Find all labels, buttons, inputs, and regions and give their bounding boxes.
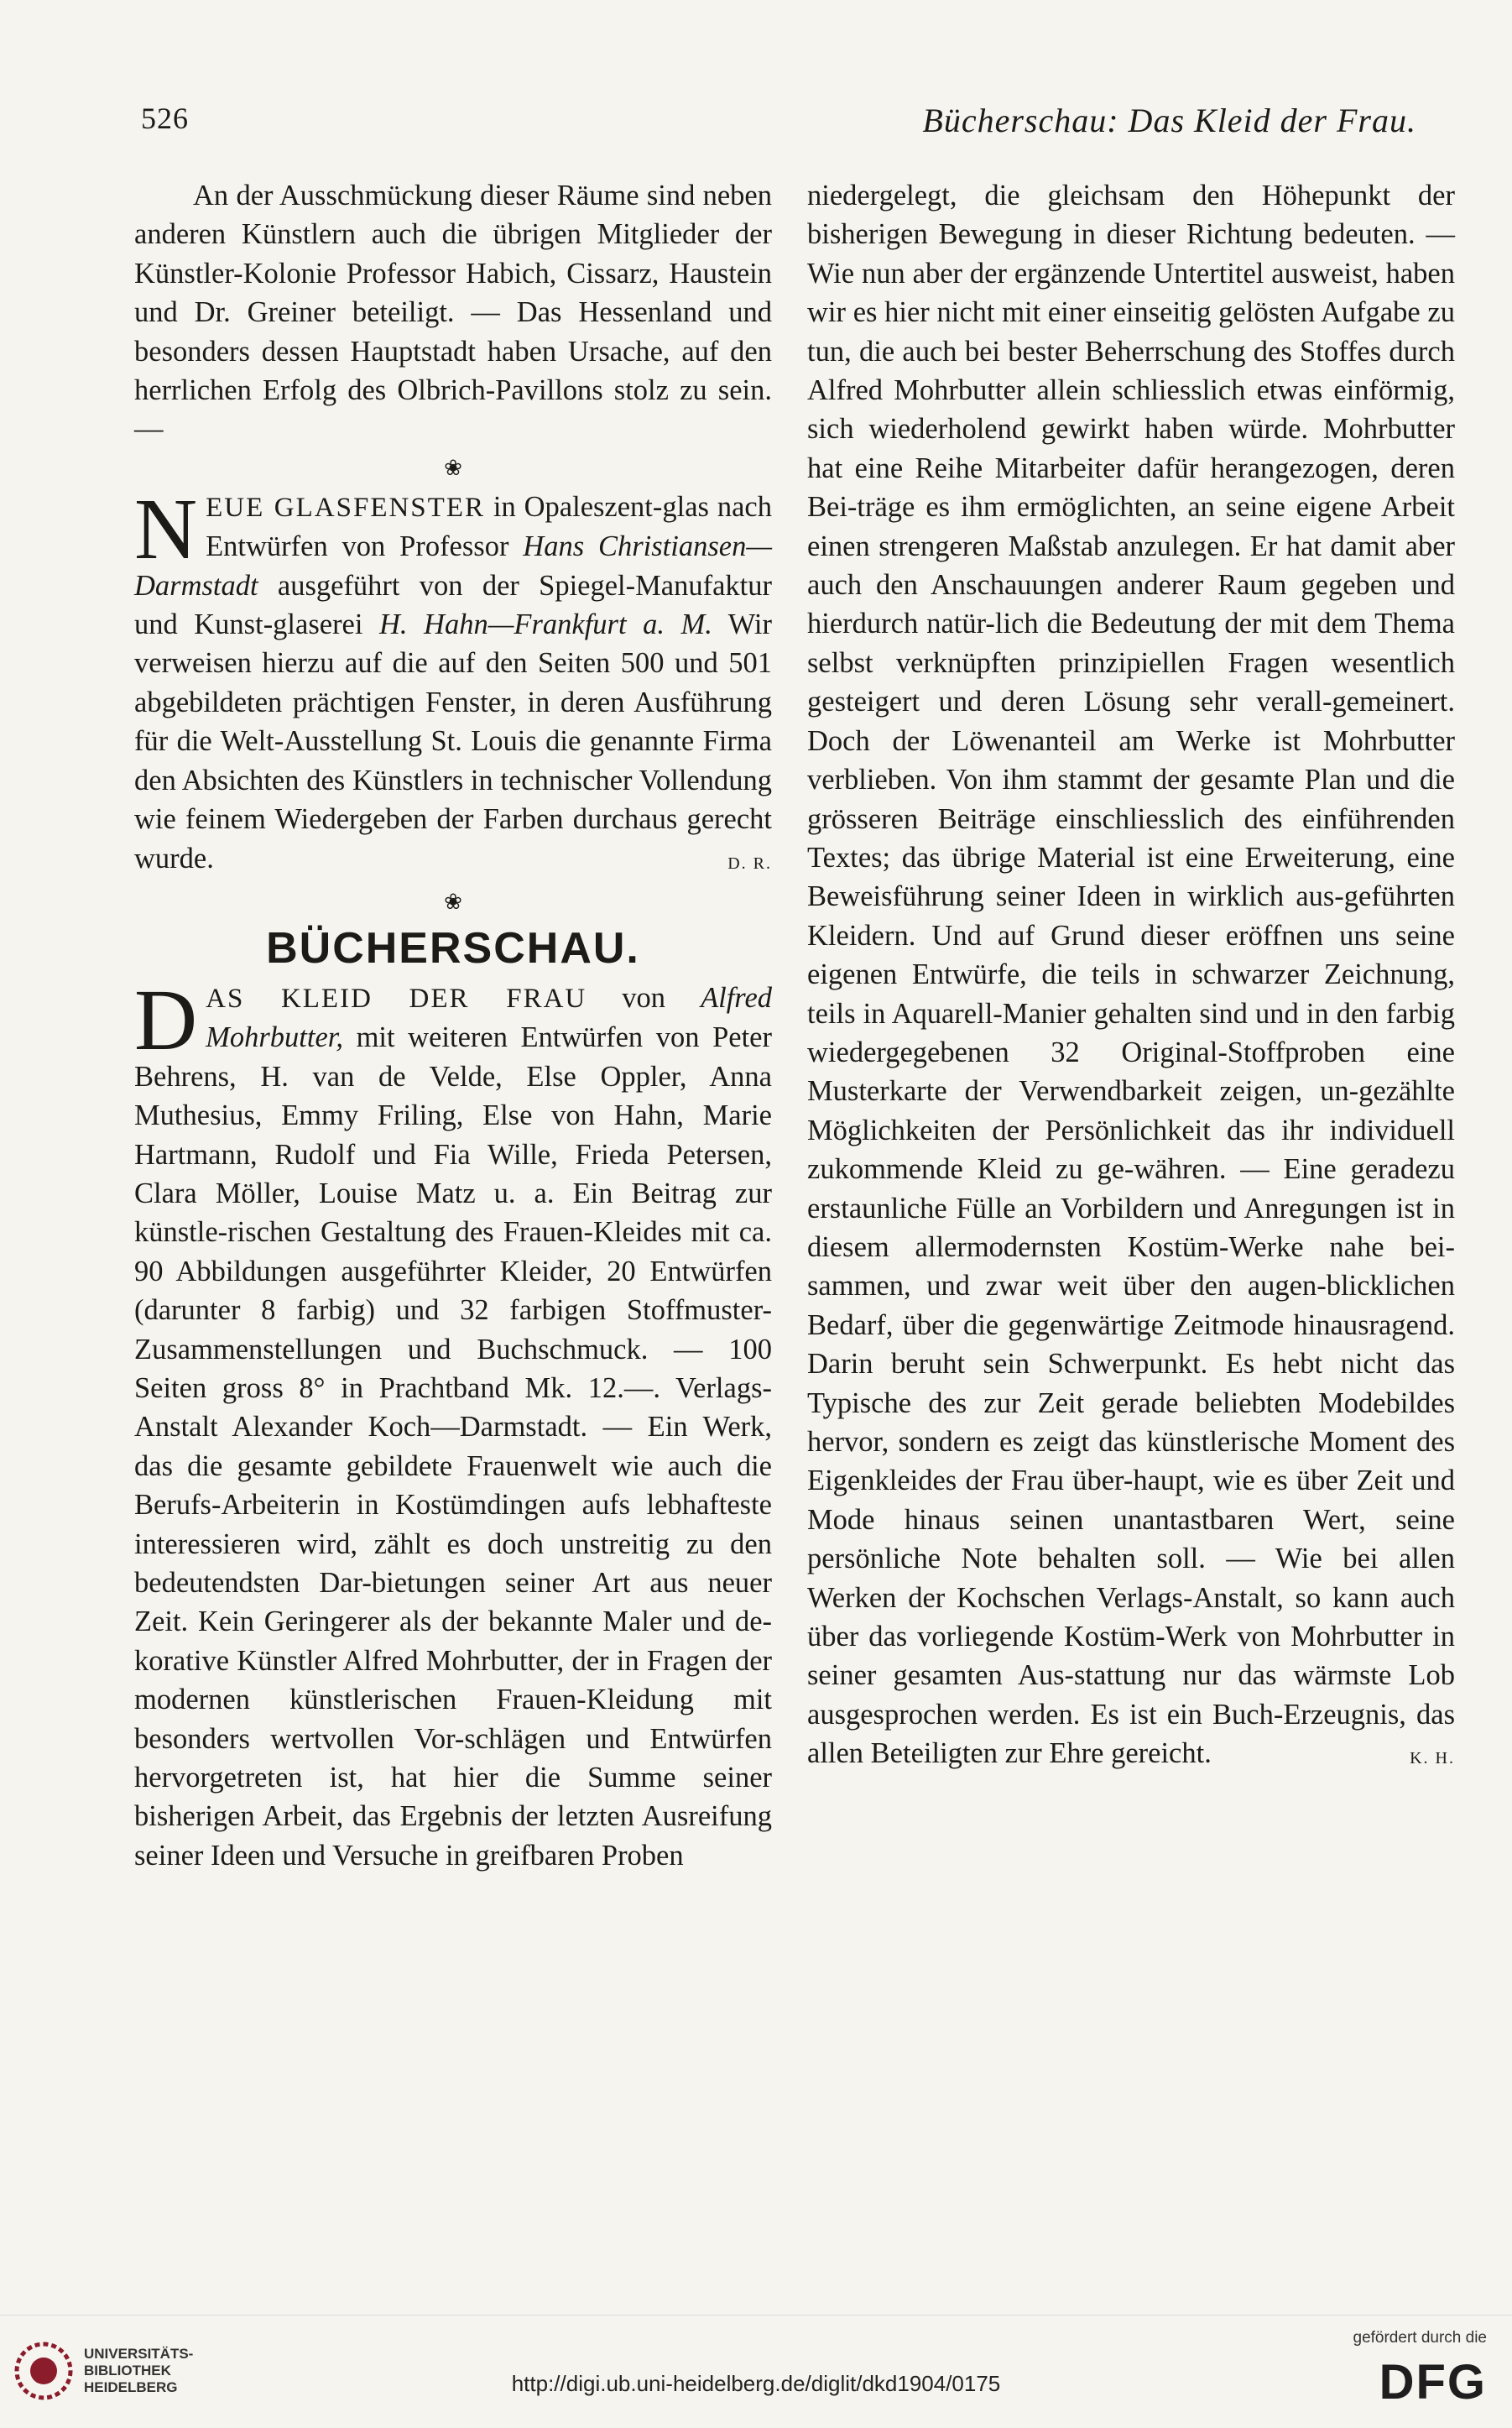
footer-bar bbox=[0, 2315, 1512, 2428]
dfg-logo: DFG bbox=[1379, 2355, 1487, 2410]
right-column bbox=[807, 176, 1455, 1778]
text-span: niedergelegt, die gleichsam den Höhepunkt der bisherigen Bewegung in dieser Richtung bedeuten. — Wie nun aber der ergänzende Untertitel ausweist, haben wir es hier nicht mit einer einseitig gelösten Aufgabe zu tun, die auch bei bester Beherrschung des Stoffes durch Alfred Mohrbutter allein schliesslich etwas einförmig, sich wiederholend gewirkt haben würde. Mohrbutter hat eine Reihe Mitarbeiter dafür herangezogen, deren Bei-träge es ihm ermöglichten, an seine eigene Arbeit einen strengeren Maßstab anzulegen. Er hat damit aber auch den Anschauungen anderer Raum gegeben und hierdurch natür-lich die Bedeutung der mit dem Thema selbst verknüpften prinzipiellen Fragen wesentlich gesteigert und deren Lösung sehr verall-gemeinert. Doch der Löwenanteil am Werke ist Mohrbutter verblieben. Von ihm stammt der gesamte Plan und die grösseren Beiträge einschliesslich des einführenden Textes; das übrige Material ist eine Erweiterung, eine Beweisführung seiner Ideen in wirklich aus-geführten Kleidern. Und auf Grund dieser eröffnen uns seine eigenen Entwürfe, die teils in schwarzer Zeichnung, teils in Aquarell-Manier gehalten sind und in den farbig wiedergegebenen 32 Original-Stoffproben eine Musterkarte der Verwendbarkeit zeigen, un-gezählte Möglichkeiten der Persönlichkeit das ihr individuell zukommende Kleid zu ge-währen. — Eine geradezu erstaunliche Fülle an Vorbildern und Anregungen ist in diesem allermodernsten Kostüm-Werke nahe bei-sammen, und zwar weit über den augen-blicklichen Bedarf, über die gegenwärtige Zeitmode hinausragend. Darin beruht sein Schwerpunkt. Es hebt nicht das Typische des zur Zeit gerade beliebten Modebildes hervor, sondern es zeigt das künstlerische Moment des Eigenkleides der Frau über-haupt, wie es über Zeit und Mode hinaus seinen unantastbaren Wert, seine persönliche Note behalten soll. — Wie bei allen Werken der Kochschen Verlags-Anstalt, so kann auch über das vorliegende Kostüm-Werk von Mohrbutter in seiner gesamten Aus-stattung nur das wärmste Lob ausgesprochen werden. Es ist ein Buch-Erzeugnis, das allen Beteiligten zur Ehre gereicht. bbox=[807, 180, 1455, 1770]
page-number: 526 bbox=[141, 102, 189, 135]
text-span: von bbox=[587, 981, 701, 1014]
signature-kh: K. H. bbox=[1410, 1749, 1455, 1768]
signature-dr: D. R. bbox=[727, 854, 772, 873]
section-title: BÜCHERSCHAU. bbox=[266, 923, 640, 973]
paragraph-glasfenster bbox=[134, 480, 773, 878]
text-span: ausgeführt von der Spiegel-Manufaktur und Kunst-glaserei bbox=[134, 569, 772, 641]
ornament-icon: ❀ bbox=[444, 889, 462, 914]
book-title: AS KLEID DER FRAU bbox=[206, 983, 587, 1014]
running-title: Bücherschau: Das Kleid der Frau. bbox=[922, 102, 1416, 139]
italic-author: Alfred Mohrbutter, bbox=[206, 981, 773, 1054]
paragraph-kleid-der-frau bbox=[134, 971, 773, 1875]
italic-designer: Hans Christiansen—Darmstadt bbox=[134, 530, 773, 602]
institution-name: UNIVERSITÄTS- BIBLIOTHEK HEIDELBERG bbox=[84, 2346, 194, 2395]
left-column bbox=[134, 176, 772, 1875]
text-span: in Opaleszent-glas nach Entwürfen von Professor bbox=[206, 490, 772, 563]
dropcap-d: D bbox=[134, 971, 198, 1068]
funding-note: gefördert durch die bbox=[1353, 2329, 1487, 2347]
ornament-icon: ❀ bbox=[444, 455, 462, 480]
text-span: mit weiteren Entwürfen von Peter Behrens, H. van de Velde, Else Oppler, Anna Muthesius, Emmy Friling, Else von Hahn, Marie Hartmann, Rudolf und Fia Wille, Frieda Petersen, Clara Möller, Louise Matz u. a. Ein Beitrag zur künstle-rischen Gestaltung des Frauen-Kleides mit ca. 90 Abbildungen ausgeführter Kleider, 20 Entwürfen (darunter 8 farbig) und 32 farbigen Stoffmuster-Zusammenstellungen und Buchschmuck. — 100 Seiten gross 8° in Prachtband Mk. 12.—. Verlags-Anstalt Alexander Koch—Darmstadt. — Ein Werk, das die gesamte gebildete Frauenwelt wie auch die Berufs-Arbeiterin in Kostümdingen aufs lebhafteste interessieren wird, zählt es doch unstreitig zu den bedeutendsten Dar-bietungen seiner Art aus neuer Zeit. Kein Geringerer als der bekannte Maler und de-korative Künstler Alfred Mohrbutter, der in Fragen der modernen künstlerischen Frauen-Kleidung mit besonders wertvollen Vor-schlägen und Entwürfen hervorgetreten ist, hat hier die Summe seiner bisherigen Arbeit, das Ergebnis der letzten Ausreifung seiner Ideen und Versuche in greifbaren Proben bbox=[134, 1021, 772, 1872]
italic-manufacturer: H. Hahn—Frankfurt a. M. bbox=[378, 608, 712, 641]
paragraph-hessenland: An der Ausschmückung dieser Räume sind neben anderen Künstlern auch die übrigen Mitglieder der Künstler-Kolonie Professor Habich, Cissarz, Haustein und Dr. Greiner beteiligt. — Das Hessenland und besonders dessen Hauptstadt haben Ursache, auf den herrlichen Erfolg des Olbrich-Pavillons stolz zu sein. — bbox=[134, 180, 772, 446]
dropcap-n: N bbox=[134, 480, 198, 577]
paragraph-continuation bbox=[807, 176, 1455, 1773]
page-header bbox=[141, 101, 1416, 151]
permalink[interactable]: http://digi.ub.uni-heidelberg.de/diglit/dkd1904/0175 bbox=[511, 2371, 1001, 2396]
text-span: Wir verweisen hierzu auf die auf den Seiten 500 und 501 abgebildeten prächtigen Fenster, in deren Ausführung für die Welt-Ausstellung St. Louis die genannte Firma den Absichten des Künstlers in technischer Vollendung wie feinem Wiedergeben der Farben durchaus gerecht wurde. bbox=[134, 608, 772, 875]
glasfenster-heading: EUE GLASFENSTER bbox=[206, 492, 485, 523]
